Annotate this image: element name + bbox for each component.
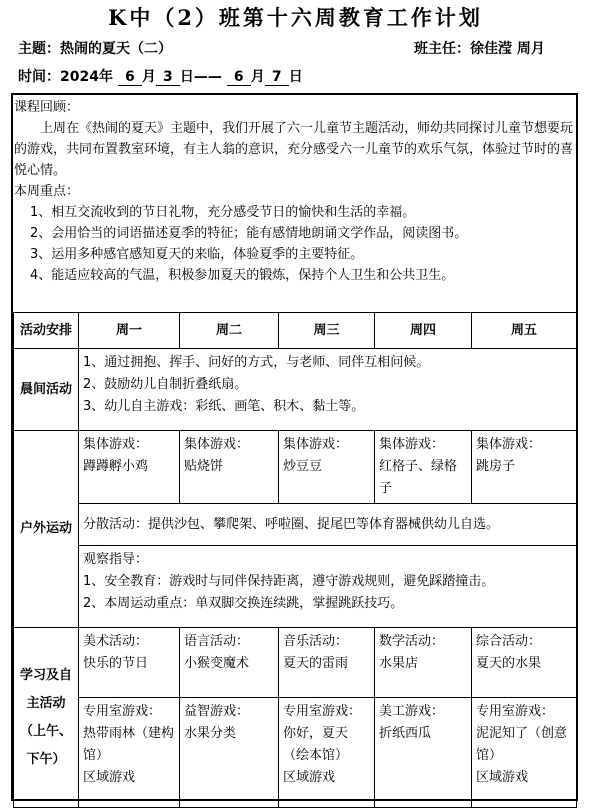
study-activity-wednesday	[279, 628, 375, 698]
guide-line: 2、本周运动重点：单双脚交换连续跳，掌握跳跃技巧。	[83, 596, 404, 611]
game-title: 集体游戏：	[83, 437, 149, 452]
study-activity-tuesday	[180, 628, 279, 698]
outdoor-label: 户外运动	[14, 431, 79, 628]
activity-title: 美术活动：	[83, 634, 149, 649]
outdoor-game-tuesday	[180, 431, 279, 504]
focus-point: 4、能适应较高的气温，积极参加夏天的锻炼，保持个人卫生和公共卫生。	[30, 268, 455, 283]
study-activity-thursday	[375, 628, 472, 698]
review-heading: 课程回顾：	[14, 100, 80, 115]
header-thursday: 周四	[375, 313, 472, 349]
game-title: 集体游戏：	[379, 437, 445, 452]
room-name: 热带雨林（建构馆）	[83, 726, 175, 763]
outdoor-game-monday	[79, 431, 180, 504]
outdoor-guide-row	[14, 546, 577, 628]
activity-title: 数学活动：	[379, 634, 445, 649]
teacher-label: 班主任：	[414, 41, 470, 57]
activity-title: 音乐活动：	[283, 634, 349, 649]
guide-line: 1、安全教育：游戏时与同伴保持距离，遵守游戏规则，避免踩踏撞击。	[83, 574, 495, 589]
activity-name: 快乐的节日	[83, 656, 149, 671]
outdoor-guide	[79, 546, 577, 628]
focus-point: 1、相互交流收到的节日礼物，充分感受节日的愉快和生活的幸福。	[30, 205, 416, 220]
end-day: 7	[265, 69, 289, 86]
room-game-tuesday	[180, 698, 279, 808]
theme-value: 热闹的夏天（二）	[60, 41, 172, 57]
outdoor-game-thursday	[375, 431, 472, 504]
study-activity-monday	[79, 628, 180, 698]
room-game-wednesday	[279, 698, 375, 808]
focus-point: 2、会用恰当的词语描述夏季的特征；能有感情地朗诵文学作品，阅读图书。	[30, 226, 468, 241]
study-label-line: 学习及自	[19, 667, 72, 683]
activity-name: 夏天的水果	[476, 656, 542, 671]
time-year: 2024	[60, 69, 99, 85]
outdoor-games-row	[14, 431, 577, 504]
game-title: 集体游戏：	[184, 437, 250, 452]
game-name: 贴烧饼	[184, 459, 224, 474]
guide-heading: 观察指导：	[83, 552, 149, 567]
room-extra: 区域游戏	[476, 770, 529, 785]
month-unit: 月	[141, 69, 156, 85]
room-name: 你好，夏天（绘本馆）	[283, 726, 349, 763]
morning-line: 1、通过拥抱、挥手、问好的方式，与老师、同伴互相问候。	[83, 355, 430, 370]
morning-line: 3、幼儿自主游戏：彩纸、画笔、积木、黏土等。	[83, 399, 365, 414]
study-label-line: 下午）	[26, 751, 66, 767]
study-label	[14, 628, 79, 808]
room-name: 水果分类	[184, 726, 237, 741]
theme-line	[18, 38, 172, 58]
room-title: 专用室游戏：	[476, 704, 555, 719]
time-line	[18, 66, 303, 86]
activity-name: 夏天的雷雨	[283, 656, 349, 671]
day-unit: 日	[288, 69, 303, 85]
study-label-line: （上午、	[19, 723, 72, 739]
activity-name: 水果店	[379, 656, 419, 671]
room-game-thursday	[375, 698, 472, 808]
study-rooms-row	[14, 698, 577, 808]
game-name: 红格子、绿格子	[379, 459, 458, 496]
month-unit: 月	[250, 69, 265, 85]
game-name: 炒豆豆	[283, 459, 323, 474]
outdoor-game-wednesday	[279, 431, 375, 504]
table-header-row	[14, 313, 577, 349]
study-label-line: 主活动	[26, 695, 66, 711]
start-day: 3	[156, 69, 180, 86]
room-game-monday	[79, 698, 180, 808]
study-activities-row	[14, 628, 577, 698]
activity-name: 小猴变魔术	[184, 656, 250, 671]
header-friday: 周五	[472, 313, 577, 349]
focus-heading: 本周重点：	[14, 184, 80, 199]
course-review	[14, 97, 574, 286]
room-title: 专用室游戏：	[83, 704, 162, 719]
header-tuesday: 周二	[180, 313, 279, 349]
room-title: 益智游戏：	[184, 704, 250, 719]
room-extra: 区域游戏	[283, 770, 336, 785]
theme-label: 主题：	[18, 41, 60, 57]
teacher-line	[414, 38, 545, 58]
page-title: K中（2）班第十六周教育工作计划	[108, 5, 483, 30]
activity-title: 综合活动：	[476, 634, 542, 649]
study-activity-friday	[472, 628, 577, 698]
game-name: 跳房子	[476, 459, 516, 474]
day-unit: 日	[179, 69, 194, 85]
room-game-friday	[472, 698, 577, 808]
room-title: 专用室游戏：	[283, 704, 362, 719]
morning-row	[14, 349, 577, 431]
start-month: 6	[118, 69, 142, 86]
header-wednesday: 周三	[279, 313, 375, 349]
activity-title: 语言活动：	[184, 634, 250, 649]
room-title: 美工游戏：	[379, 704, 445, 719]
review-text: 上周在《热闹的夏天》主题中，我们开展了六一儿童节主题活动，师幼共同探讨儿童节想要玩的游戏，共同布置教室环境，有主人翁的意识，充分感受六一儿童节的欢乐气氛，体验过节时的喜悦心情。	[14, 121, 574, 178]
game-title: 集体游戏：	[476, 437, 542, 452]
year-unit: 年	[98, 69, 113, 85]
header-monday: 周一	[79, 313, 180, 349]
date-separator: ——	[193, 69, 222, 85]
game-title: 集体游戏：	[283, 437, 349, 452]
outdoor-game-friday	[472, 431, 577, 504]
morning-content	[79, 349, 577, 431]
room-extra: 区域游戏	[83, 770, 136, 785]
morning-line: 2、鼓励幼儿自制折叠纸扇。	[83, 377, 248, 392]
weekly-plan-table	[13, 312, 577, 808]
outdoor-split-row	[14, 504, 577, 546]
focus-point: 3、运用多种感官感知夏天的来临，体验夏季的主要特征。	[30, 247, 364, 262]
room-name: 折纸西瓜	[379, 726, 432, 741]
header-activity: 活动安排	[14, 313, 79, 349]
time-label: 时间：	[18, 69, 60, 85]
morning-label: 晨间活动	[14, 349, 79, 431]
outdoor-split-activity: 分散活动：提供沙包、攀爬架、呼啦圈、捉尾巴等体育器械供幼儿自选。	[79, 504, 577, 546]
end-month: 6	[227, 69, 251, 86]
teacher-value: 徐佳滢 周月	[470, 41, 545, 57]
game-name: 蹲蹲孵小鸡	[83, 459, 149, 474]
room-name: 泥泥知了（创意馆）	[476, 726, 568, 763]
